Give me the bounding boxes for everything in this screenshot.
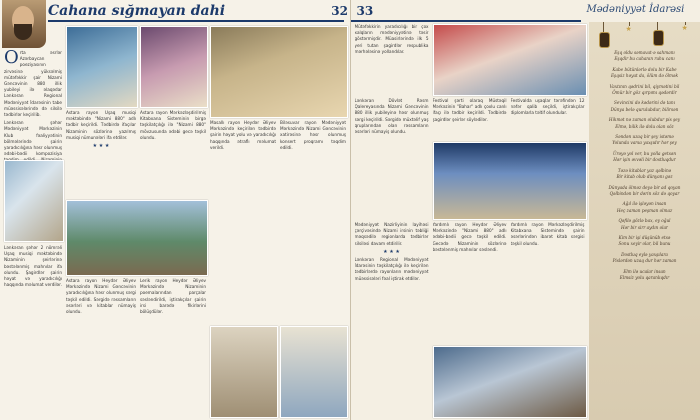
nizami-portrait — [2, 0, 46, 48]
library-photo — [280, 326, 348, 418]
lantern-icon — [599, 32, 610, 48]
paragraph: Astara rayon Heydər Əliyev Mərkəzində Nizami Gəncəvinin yaradıcılığına həsr olunmuş sərgi təşkil edildi. Sərgidə rəssamların əsərləri və kitablar nümayiş olundu. — [66, 278, 136, 315]
poem-stanza — [593, 100, 697, 113]
left-column-5 — [280, 120, 346, 320]
poem-stanza — [593, 168, 697, 181]
poem-line: Yolunda varsa yaxşıdır hər şey — [612, 140, 677, 146]
dropcap: O — [4, 50, 19, 68]
exhibition-photo — [4, 160, 64, 242]
right-column-3 — [511, 98, 585, 138]
right-header — [351, 2, 700, 20]
page-number-left: 32 — [331, 4, 348, 18]
poem-line: Eşqdir bu cahanın ruhu canı — [614, 56, 675, 62]
poem-line: Vaxtının qədrini bil, qiymətini bil — [609, 83, 680, 89]
festival-stage-photo — [433, 142, 587, 220]
poem-line: Səndən uzaq bir şey istəmə — [615, 134, 674, 140]
poem-line: Heç zaman peşman olmaz — [616, 207, 673, 213]
poem-line: Dünyada ölməz deyə bir ad qoyan — [608, 184, 681, 190]
poem-line: Təzə kitablar yaz qəlbinə — [617, 167, 672, 173]
star-icon: ★ — [681, 24, 688, 32]
right-column-2 — [433, 98, 507, 138]
paragraph: Festival şərti olaraq Müstəqil Mərkəzinin "Bahar" adlı çoxlu canlı ifaçı ilə tədbir keçirildi. Tədbirdə şagirdlər şeirlər söylədilər. — [432, 98, 507, 122]
poem-stanza — [593, 269, 697, 282]
poem-line: Ürəyə yol ver, bu yolla getsən — [612, 150, 677, 156]
paragraph: Mədəniyyət Nazirliyinin layihəsi çərçivəsində Nizami irsinin təbliği məqsədilə regionlarda tədbirlər silsiləsi davam etdirilir. — [354, 222, 429, 246]
right-column-4 — [355, 222, 429, 415]
lantern-decoration — [603, 22, 604, 32]
left-column-2b — [66, 278, 136, 415]
paragraph: Yardımlı rayon Heydər Əliyev Mərkəzində "Nizami 880" adlı ədəbi-bədii gecə təşkil edildi. Gecədə Nizaminin sözlərinə bəstələnmiş mahnılar səsləndi. — [432, 222, 507, 252]
article-title: Cahana sığmayan dahi — [48, 3, 226, 19]
portrait-beard — [14, 24, 32, 40]
paragraph: Lerik rayon Heydər Əliyev Mərkəzində Nizaminin poemalarından parçalar səsləndirildi, iştirakçılar şairin irsi barədə fikirlərini bölüşdülər. — [140, 278, 206, 315]
header-rule — [48, 20, 344, 22]
poem-stanza — [593, 67, 697, 80]
poem-stanza — [593, 235, 697, 248]
poem-line: Sevincini də kədərini də tanı — [614, 100, 675, 106]
event-photo-2 — [140, 26, 208, 108]
paragraph: Mütəfəkkirin yaradıcılığı bir çox xalqların mədəniyyətinə təsir göstərmişdir. Müasirlərində ilk 5 yeri tutan şagirdlər respublika mərhələsinə yollandılar. — [354, 24, 429, 54]
poem-line: Dostluq eylə yaxşılara — [621, 251, 668, 257]
poem-stanza — [593, 185, 697, 198]
poem-line: Ömür bir göz qırpımı qədərdir — [612, 90, 677, 96]
right-column-5 — [433, 222, 507, 342]
left-header — [48, 2, 348, 20]
poem-line: Eşq oldu səmavat-ə sahmanı — [614, 50, 675, 55]
portrait-exhibit-photo — [210, 326, 278, 418]
poem-line: Bir kitab olub dünyanı gəz — [616, 174, 673, 180]
paragraph: Lənkəran şəhər Mədəniyyət Mərkəzinin Klub fəaliyyətinin bölmələrində şairin yaradıcılığına həsr olunmuş ədəbi-bədii kompozisiya — [4, 120, 62, 157]
poem-line: Ağıl ilə işləyən insan — [622, 201, 667, 207]
poem-stanza — [593, 117, 697, 130]
event-photo-1 — [66, 26, 138, 108]
left-column-3 — [140, 110, 206, 198]
intro-paragraph — [4, 50, 62, 118]
poem-line: Qəlbindən bir dərin söz də qoyar — [609, 190, 680, 196]
paragraph: Lənkəran Dövlət Rəsm Qalereyasında Nizami Gəncəvinin 880 illik yubileyinə həsr olunmuş sərgi keçirildi. Sərgidə müxtəlif yaş qruplarından olan rəssamların əsərləri nümayiş olundu. — [354, 98, 429, 135]
left-column-3b — [140, 278, 206, 415]
paragraph: Biləsuvar rayon Mədəniyyət Mərkəzində Nizami Gəncəvinin xatirəsinə həsr olunmuş konsert proqramı təqdim edildi. — [280, 120, 346, 150]
left-column-4 — [210, 120, 276, 320]
poem-stanza — [593, 84, 697, 97]
star-icon: ★ — [625, 25, 632, 33]
paragraph: Astara rayon Mərkəzləşdirilmiş Kitabxana Sisteminin birgə təşkilatçılığı ilə "Nizami 880" mövzusunda ədəbi gecə təşkil olundu. — [140, 110, 206, 140]
poem-line: Elm ilə ucalar insan — [623, 268, 666, 274]
section-divider-right: ★ ★ ★ — [383, 248, 400, 255]
poem-stanza — [593, 218, 697, 231]
paragraph: Lənkəran şəhər 2 nömrəli Uşaq musiqi məktəbində Nizaminin şeirlərinə bəstələnmiş mahnılar ifa olundu. Şagirdlər şairin həyat və yaradıcılığı haqqında məlumat verdilər. — [4, 245, 62, 288]
lantern-decoration — [657, 22, 658, 30]
poem-line: Kabe bütünlərlə dolu bir Kabe — [612, 66, 677, 72]
paragraph: Astara rayon Uşaq musiqi məktəbində "Nizami 880" adlı tədbir keçirildi. Tədbirdə ifaçılar Nizaminin sözlərinə yazılmış musiqi nümunələri ifa etdilər. — [66, 110, 136, 140]
right-page — [351, 0, 700, 420]
poem-text — [593, 50, 697, 285]
star-decoration — [681, 22, 688, 32]
paragraph: Festivalda uşaqlar tərəfindən 12 nəfər qalib seçildi, iştirakçılar diplomlarla təltif olundular. — [510, 98, 585, 116]
ceremony-photo — [433, 346, 587, 418]
intro-text: rta əsrlər Azərbaycan poeziyasının zirvəsinə yüksəlmiş mütəfəkkir şair Nizami Gəncəvinin 880 illik yubileyi ilə əlaqədar Lənkəran Regional Mədəniyyət İdarəsinin tabe müəssisələrində də silsilə tədbirlər keçirilib. — [4, 50, 62, 118]
poem-stanza — [593, 134, 697, 147]
poem-line: Hikmət nə zaman olubdur pis şey — [608, 117, 681, 123]
paragraph: Yardımlı rayon Mərkəzləşdirilmiş Kitabxana Sistemində şairin əsərlərindən ibarət kitab sərgisi təşkil olundu. — [510, 222, 585, 246]
poem-line: Dünya belə qurulubdur, bilirsən — [610, 106, 679, 112]
poem-line: Eşqsiz həyat da, ölüm də ölmək — [611, 73, 678, 79]
stage-photo — [210, 26, 348, 118]
group-photo — [66, 200, 208, 276]
poem-line: Qəfilə gözlə bax, ey oğul — [618, 218, 671, 224]
poem-line: Hər işin əvvəli bir dostluqdur — [613, 157, 676, 163]
right-column-6 — [511, 222, 585, 342]
poem-line: Hər bir sirr aydın olar — [621, 224, 668, 230]
right-column-1 — [355, 24, 429, 94]
section-divider: ★ ★ ★ — [92, 143, 110, 150]
left-column-1b — [4, 245, 62, 415]
poem-stanza — [593, 201, 697, 214]
paragraph: Lənkəran Regional Mədəniyyət İdarəsinin təşkilatçılığı ilə keçirilən tədbirlərdə rayonların mədəniyyət müəssisələri fəal iştirak etdilər. — [354, 257, 429, 281]
poem-stanza — [593, 252, 697, 265]
poem-panel — [589, 22, 700, 420]
poem-line: Pislərdən uzaq dur hər zaman — [612, 258, 677, 264]
poem-line: Elmə, bilik ilə dolu olan söz — [615, 123, 674, 129]
poem-line: Elmsiz yolu qaranlıqdır — [619, 274, 670, 280]
star-decoration — [625, 22, 632, 33]
magazine-title: Mədəniyyət İdarəsi — [586, 4, 685, 15]
header-rule-right — [351, 20, 581, 22]
gallery-photo — [433, 24, 587, 96]
poem-line: Sonu xeyir olar, bil bunu — [618, 241, 671, 247]
poem-stanza — [593, 151, 697, 164]
page-number-right: 33 — [356, 4, 374, 18]
lantern-icon — [653, 30, 664, 46]
paragraph: Masallı rayon Heydər Əliyev Mərkəzində keçirilən tədbirdə şairin həyat yolu və yaradıcılığı haqqında ətraflı məlumat verildi. — [210, 120, 276, 150]
right-column-1b — [355, 98, 429, 208]
poem-stanza — [593, 50, 697, 63]
poem-line: Kim bir işi düşünüb etsə — [618, 234, 671, 240]
